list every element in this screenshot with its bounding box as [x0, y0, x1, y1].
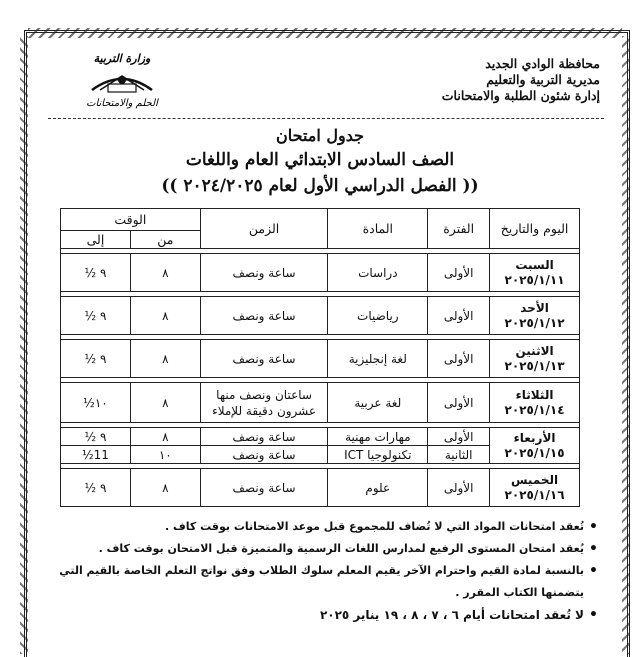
header-line-1: محافظة الوادي الجديد	[485, 56, 600, 71]
row-day: الاثنين	[515, 344, 554, 358]
row-duration: ساعة ونصف	[200, 254, 328, 292]
row-period: الأولى	[428, 254, 490, 292]
row-period: الأولى	[428, 383, 490, 423]
note-item: • تُعقد امتحانات المواد التي لا تُضاف للمجموع قبل موعد الامتحانات بوقت كاف .	[34, 516, 584, 538]
row-day: الخميس	[510, 473, 559, 487]
logo-bottom-text: الحلم والامتحانات	[86, 98, 158, 109]
table-row	[61, 428, 580, 446]
note-item: • يُعقد امتحان المستوى الرفيع لمدارس اللغات الرسمية والمتميزة قبل الامتحان بوقت كاف .	[34, 538, 584, 560]
ministry-logo	[62, 50, 182, 110]
header-subject: المادة	[328, 209, 428, 249]
row-duration: ساعة ونصف	[200, 297, 328, 335]
table-row	[61, 340, 580, 378]
row-day: السبت	[515, 258, 554, 272]
row-to: ٩ ½	[61, 428, 131, 446]
row-period: الأولى	[428, 297, 490, 335]
row-from: ١٠	[130, 446, 200, 464]
row-day: الأحد	[520, 301, 549, 315]
header-period: الفترة	[428, 209, 490, 249]
exam-schedule-table	[60, 208, 580, 507]
table-row	[61, 297, 580, 335]
row-day: الثلاثاء	[515, 388, 554, 402]
header-divider	[48, 118, 604, 119]
row-duration: ساعة ونصف	[200, 428, 328, 446]
row-period: الثانية	[428, 446, 490, 464]
row-date: ٢٠٢٥/١/١٣	[504, 359, 565, 373]
row-from: ٨	[130, 428, 200, 446]
header-authority	[442, 56, 600, 104]
row-subject: لغة عربية	[328, 383, 428, 423]
doc-title: جدول امتحان	[275, 126, 364, 145]
row-duration: ساعة ونصف	[200, 469, 328, 507]
doc-subtitle: الصف السادس الابتدائي العام واللغات	[185, 150, 455, 170]
row-duration: ساعة ونصف	[200, 340, 328, 378]
row-duration: ساعة ونصف	[200, 446, 328, 464]
row-from: ٨	[130, 297, 200, 335]
row-date: ٢٠٢٥/١/١٢	[504, 316, 565, 330]
row-subject: مهارات مهنية	[328, 428, 428, 446]
row-period: الأولى	[428, 340, 490, 378]
row-to: 11½	[61, 446, 131, 464]
notes-list	[34, 516, 600, 626]
row-subject: تكنولوجيا ICT	[328, 446, 428, 464]
doc-term: (( الفصل الدراسي الأول لعام ٢٠٢٤/٢٠٢٥ ))	[161, 176, 479, 196]
row-subject: لغة إنجليزية	[328, 340, 428, 378]
note-item: • بالنسبة لمادة القيم واحترام الآخر يقيم المعلم سلوك الطلاب وفق نواتج التعلم الخاصة بالقيم التي يتضمنها الكتاب المقرر .	[34, 560, 584, 604]
row-from: ٨	[130, 254, 200, 292]
table-row	[61, 254, 580, 292]
row-subject: دراسات	[328, 254, 428, 292]
row-date: ٢٠٢٥/١/١٦	[504, 488, 565, 502]
row-duration: ساعتان ونصف منها عشرون دقيقة للإملاء	[200, 383, 328, 423]
row-to: ١٠½	[61, 383, 131, 423]
row-to: ٩ ½	[61, 340, 131, 378]
header-from: من	[130, 231, 200, 249]
row-period: الأولى	[428, 428, 490, 446]
row-date: ٢٠٢٥/١/١٤	[504, 403, 565, 417]
row-from: ٨	[130, 340, 200, 378]
row-day: الأربعاء	[513, 431, 556, 445]
row-date: ٢٠٢٥/١/١٥	[504, 446, 565, 460]
table-row	[61, 469, 580, 507]
header-line-3: إدارة شئون الطلبة والامتحانات	[441, 88, 600, 103]
row-from: ٨	[130, 469, 200, 507]
header-duration: الزمن	[200, 209, 328, 249]
header-day: اليوم والتاريخ	[490, 209, 580, 249]
row-from: ٨	[130, 383, 200, 423]
logo-top-text: وزارة التربية	[93, 52, 151, 65]
note-item: • لا تُعقد امتحانات أيام ٦ ، ٧ ، ٨ ، ١٩ يناير ٢٠٢٥	[34, 604, 584, 626]
row-period: الأولى	[428, 469, 490, 507]
row-to: ٩ ½	[61, 469, 131, 507]
row-to: ٩ ½	[61, 297, 131, 335]
header-to: إلى	[61, 231, 131, 249]
row-subject: علوم	[328, 469, 428, 507]
row-date: ٢٠٢٥/١/١١	[504, 273, 565, 287]
table-row	[61, 383, 580, 423]
row-to: ٩ ½	[61, 254, 131, 292]
row-subject: رياضيات	[328, 297, 428, 335]
header-time: الوقت	[61, 209, 201, 231]
header-line-2: مديرية التربية والتعليم	[486, 72, 600, 87]
